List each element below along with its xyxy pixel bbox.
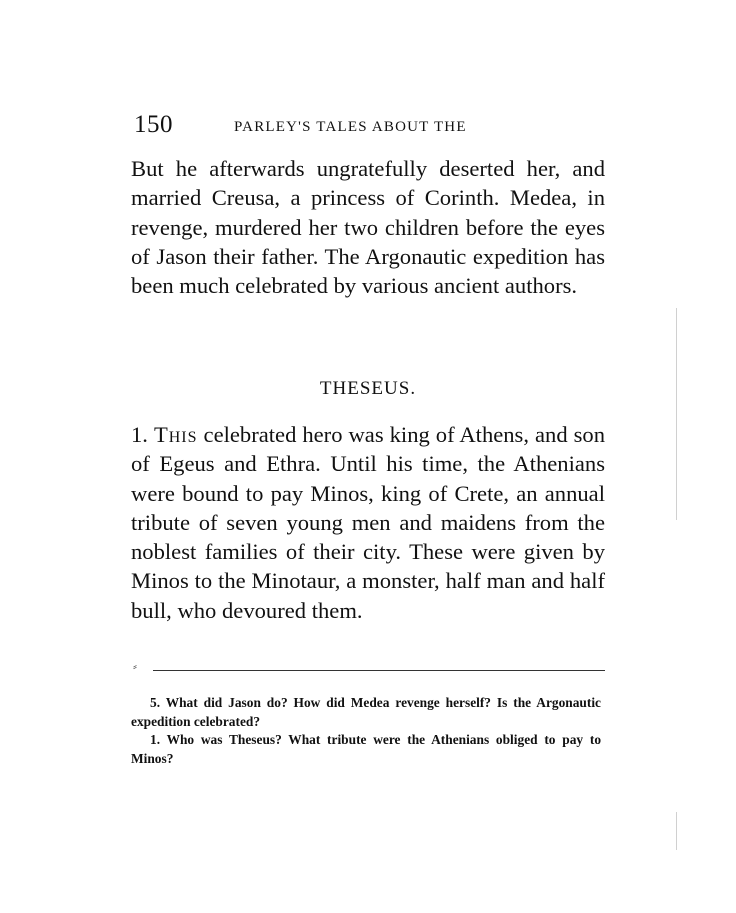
paragraph-number: 1. (131, 422, 148, 447)
paragraph-lead-word: This (153, 422, 198, 447)
paragraph-text: celebrated hero was king of Athens, and son of Egeus and Ethra. Until his time, the Athenians were bound to pay Minos, king of Crete, an annual tribute of seven young men and maidens from the noblest families of their city. These were given by Minos to the Minotaur, a monster, half man and half bull, who devoured them. (131, 422, 605, 623)
study-questions (131, 694, 601, 768)
footnote-divider (153, 670, 605, 671)
question-text: What did Jason do? How did Medea revenge herself? Is the Argonautic expedition celebrated? (131, 695, 601, 729)
question-number: 5. (150, 695, 161, 710)
page-header (131, 111, 605, 141)
section-paragraph (131, 420, 605, 625)
page-number: 150 (134, 111, 173, 138)
continuation-paragraph: But he afterwards ungratefully deserted her, and married Creusa, a princess of Corinth. Medea, in revenge, murdered her two children before the eyes of Jason their father. The Argonautic expedition has been much celebrated by various ancient authors. (131, 156, 605, 299)
rule-ornament-icon: ⸗ (133, 659, 137, 673)
question-item (131, 731, 601, 768)
page-edge-shadow (676, 812, 677, 850)
section-title: THESEUS. (319, 378, 417, 399)
page-edge-shadow (676, 308, 677, 520)
question-text: Who was Theseus? What tribute were the Athenians obliged to pay to Minos? (131, 732, 602, 766)
question-item (131, 694, 601, 731)
book-page (131, 0, 605, 913)
running-head: PARLEY'S TALES ABOUT THE (234, 119, 467, 135)
question-number: 1. (150, 732, 161, 748)
